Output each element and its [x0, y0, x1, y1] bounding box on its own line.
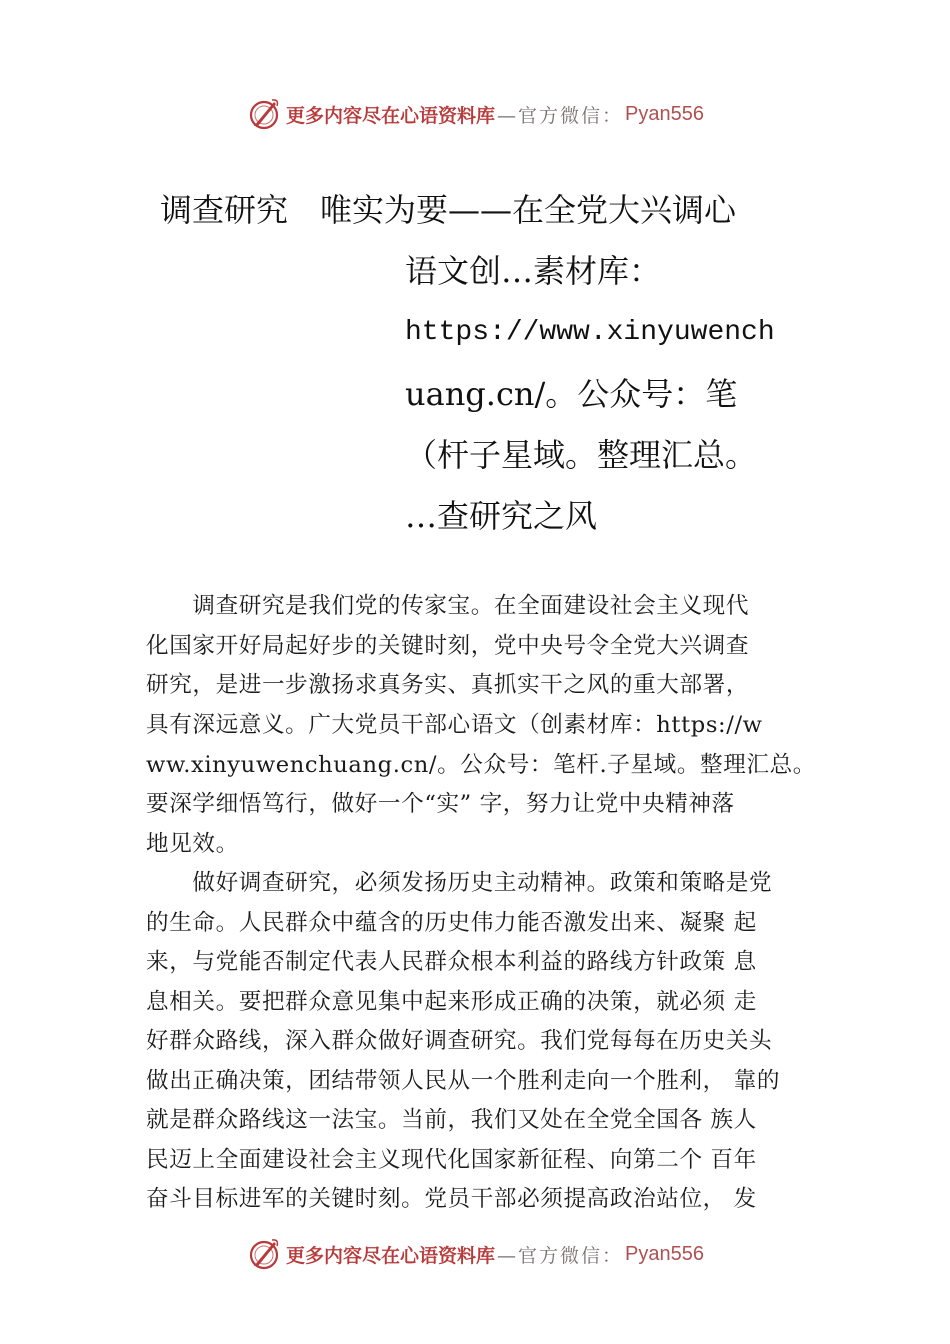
body-line: 地见效。	[146, 831, 239, 857]
footer-watermark-banner	[0, 1234, 950, 1274]
quill-seal-logo-icon	[246, 1236, 282, 1272]
body-line: 化国家开好局起好步的关键时刻，党中央号令全党大兴调查	[146, 633, 750, 659]
body-line: 具有深远意义。广大党员干部心语文（创素材库：https://w	[146, 712, 763, 738]
title-line-5: （杆子星域。整理汇总。	[405, 436, 758, 474]
header-watermark-banner	[0, 94, 950, 134]
body-line: 就是群众路线这一法宝。当前，我们又处在全党全国各 族人	[146, 1107, 757, 1133]
title-line-4: uang.cn/。公众号：笔	[405, 375, 738, 413]
banner-library-text: 更多内容尽在心语资料库	[286, 104, 496, 127]
banner-wechat-label: —官方微信：	[497, 104, 624, 127]
title-line-6: …查研究之风	[405, 497, 598, 535]
body-line: 息相关。要把群众意见集中起来形成正确的决策，就必须 走	[146, 989, 757, 1015]
body-line: 民迈上全面建设社会主义现代化国家新征程、向第二个 百年	[146, 1147, 757, 1173]
body-line: 奋斗目标进军的关键时刻。党员干部必须提高政治站位， 发	[146, 1186, 757, 1212]
body-line: 研究，是进一步激扬求真务实、真抓实干之风的重大部署，	[146, 672, 750, 698]
body-line: 做好调查研究，必须发扬历史主动精神。政策和策略是党	[146, 870, 773, 896]
banner-wechat-id: Pyan556	[625, 1242, 704, 1265]
body-line: 来，与党能否制定代表人民群众根本利益的路线方针政策 息	[146, 949, 757, 975]
banner-wechat-id: Pyan556	[625, 102, 704, 125]
body-line: ww.xinyuwenchuang.cn/。公众号：笔杆.子星域。整理汇总。	[146, 752, 816, 778]
banner-library-text: 更多内容尽在心语资料库	[286, 1244, 496, 1267]
body-line: 好群众路线，深入群众做好调查研究。我们党每每在历史关头	[146, 1028, 773, 1054]
body-line: 做出正确决策，团结带领人民从一个胜利走向一个胜利， 靠的	[146, 1068, 781, 1094]
banner-wechat-label: —官方微信：	[497, 1244, 624, 1267]
body-line: 的生命。人民群众中蕴含的历史伟力能否激发出来、凝聚 起	[146, 910, 757, 936]
body-line: 要深学细悟笃行，做好一个“实” 字，努力让党中央精神落	[146, 791, 735, 817]
title-line-1: 调查研究 唯实为要——在全党大兴调心	[160, 191, 737, 229]
title-line-2: 语文创…素材库：	[405, 252, 662, 290]
quill-seal-logo-icon	[246, 96, 282, 132]
title-line-3: https://www.xinyuwench	[405, 317, 775, 348]
body-line: 调查研究是我们党的传家宝。在全面建设社会主义现代	[146, 593, 750, 619]
